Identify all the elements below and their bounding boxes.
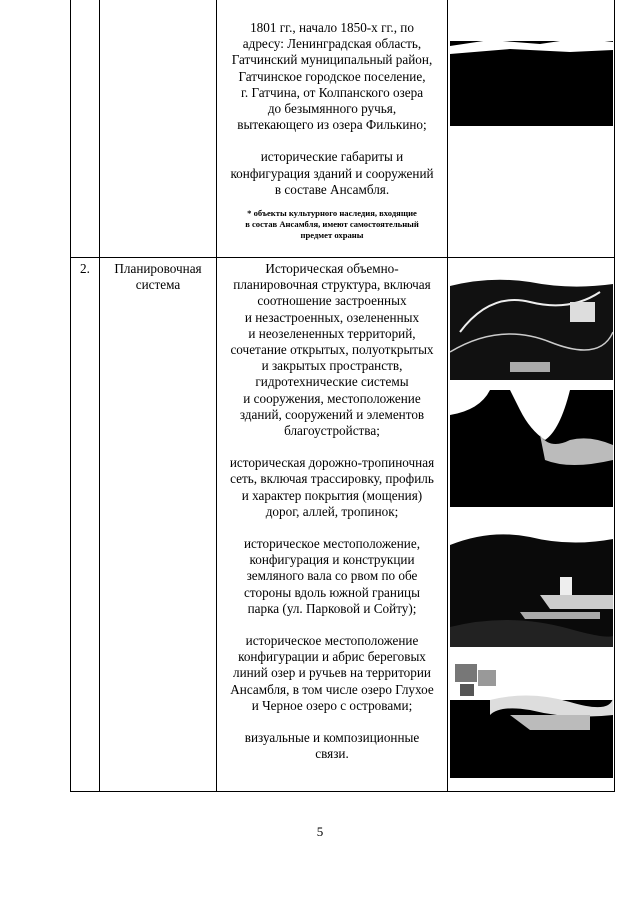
row2-block-2: [217, 455, 447, 520]
page-number: 5: [316, 824, 324, 839]
text-line: земляного вала со рвом по обе: [246, 568, 418, 584]
text-line: конфигурация зданий и сооружений: [230, 165, 434, 181]
text-line: до безымянного ручья,: [267, 101, 397, 117]
row2-photo-3: [450, 517, 613, 647]
text-line: Ансамбля, в том числе озеро Глухое: [230, 681, 434, 697]
text-line: и неозелененных территорий,: [248, 325, 416, 341]
column-divider: [99, 0, 100, 791]
text-line: соотношение застроенных: [257, 293, 407, 309]
text-line: дорог, аллей, тропинок;: [265, 503, 399, 519]
row1-content-cell: [217, 20, 447, 241]
text-line: зданий, сооружений и элементов: [239, 406, 425, 422]
footnote-line: * объекты культурного наследия, входящие: [247, 208, 417, 219]
text-line: историческое местоположение: [245, 633, 419, 649]
photo-image: [450, 272, 613, 380]
column-divider: [447, 0, 448, 791]
text-line: вытекающего из озера Филькино;: [237, 117, 427, 133]
text-line: и сооружения, местоположение: [243, 390, 421, 406]
footnote-line: предмет охраны: [300, 230, 364, 241]
text-line: благоустройства;: [284, 423, 380, 439]
row2-name-cell: [100, 261, 216, 293]
text-line: линий озер и ручьев на территории: [232, 665, 431, 681]
row1-content-text: [217, 20, 447, 133]
row2-photo-1: [450, 272, 613, 380]
text-line: сеть, включая трассировку, профиль: [230, 471, 434, 487]
row2-block-1: [217, 261, 447, 439]
text-line: Историческая объемно-: [265, 261, 399, 276]
text-line: система: [135, 277, 181, 293]
photo-image: [450, 390, 613, 507]
text-line: адресу: Ленинградская область,: [242, 36, 422, 52]
text-line: исторические габариты и: [260, 149, 404, 165]
row-divider: [71, 257, 614, 258]
row2-number: 2.: [80, 261, 90, 276]
row2-content-cell: [217, 261, 447, 762]
text-line: визуальные и композиционные: [244, 730, 420, 746]
text-line: в составе Ансамбля.: [274, 181, 390, 197]
row1-content-text-2: [217, 149, 447, 198]
text-line: Гатчинское городское поселение,: [238, 68, 426, 84]
text-line: и закрытых пространств,: [261, 358, 403, 374]
footnote-line: в состав Ансамбля, имеют самостоятельный: [245, 219, 419, 230]
row1-footnote: [217, 208, 447, 241]
row2-photo-2: [450, 390, 613, 507]
text-line: и характер покрытия (мощения): [241, 487, 423, 503]
text-line: историческая дорожно-тропиночная: [229, 455, 435, 471]
text-line: гидротехнические системы: [255, 374, 409, 390]
text-line: парка (ул. Парковой и Сойту);: [247, 600, 417, 616]
row2-photo-4: [450, 660, 613, 778]
text-line: конфигурации и абрис береговых: [238, 649, 426, 665]
row2-block-4: [217, 633, 447, 714]
row2-block-5: [217, 730, 447, 762]
text-line: стороны вдоль южной границы: [244, 584, 420, 600]
heritage-table: [70, 0, 615, 792]
row2-name-text: [100, 261, 216, 293]
text-line: сочетание открытых, полуоткрытых: [230, 342, 434, 358]
photo-image: [450, 517, 613, 647]
text-line: и Черное озеро с островами;: [251, 697, 413, 713]
text-line: связи.: [315, 746, 349, 762]
text-line: планировочная структура, включая: [233, 277, 431, 293]
text-line: Гатчинский муниципальный район,: [231, 52, 433, 68]
text-line: историческое местоположение,: [244, 536, 420, 552]
photo-image: [450, 36, 613, 126]
row1-photo: [450, 36, 613, 126]
row2-block-3: [217, 536, 447, 617]
photo-image: [450, 660, 613, 778]
text-line: Планировочная: [114, 261, 202, 276]
text-line: конфигурация и конструкции: [249, 552, 415, 568]
text-line: и незастроенных, озелененных: [244, 309, 420, 325]
text-line: 1801 гг., начало 1850-х гг., по: [250, 20, 414, 35]
text-line: г. Гатчина, от Колпанского озера: [240, 84, 424, 100]
